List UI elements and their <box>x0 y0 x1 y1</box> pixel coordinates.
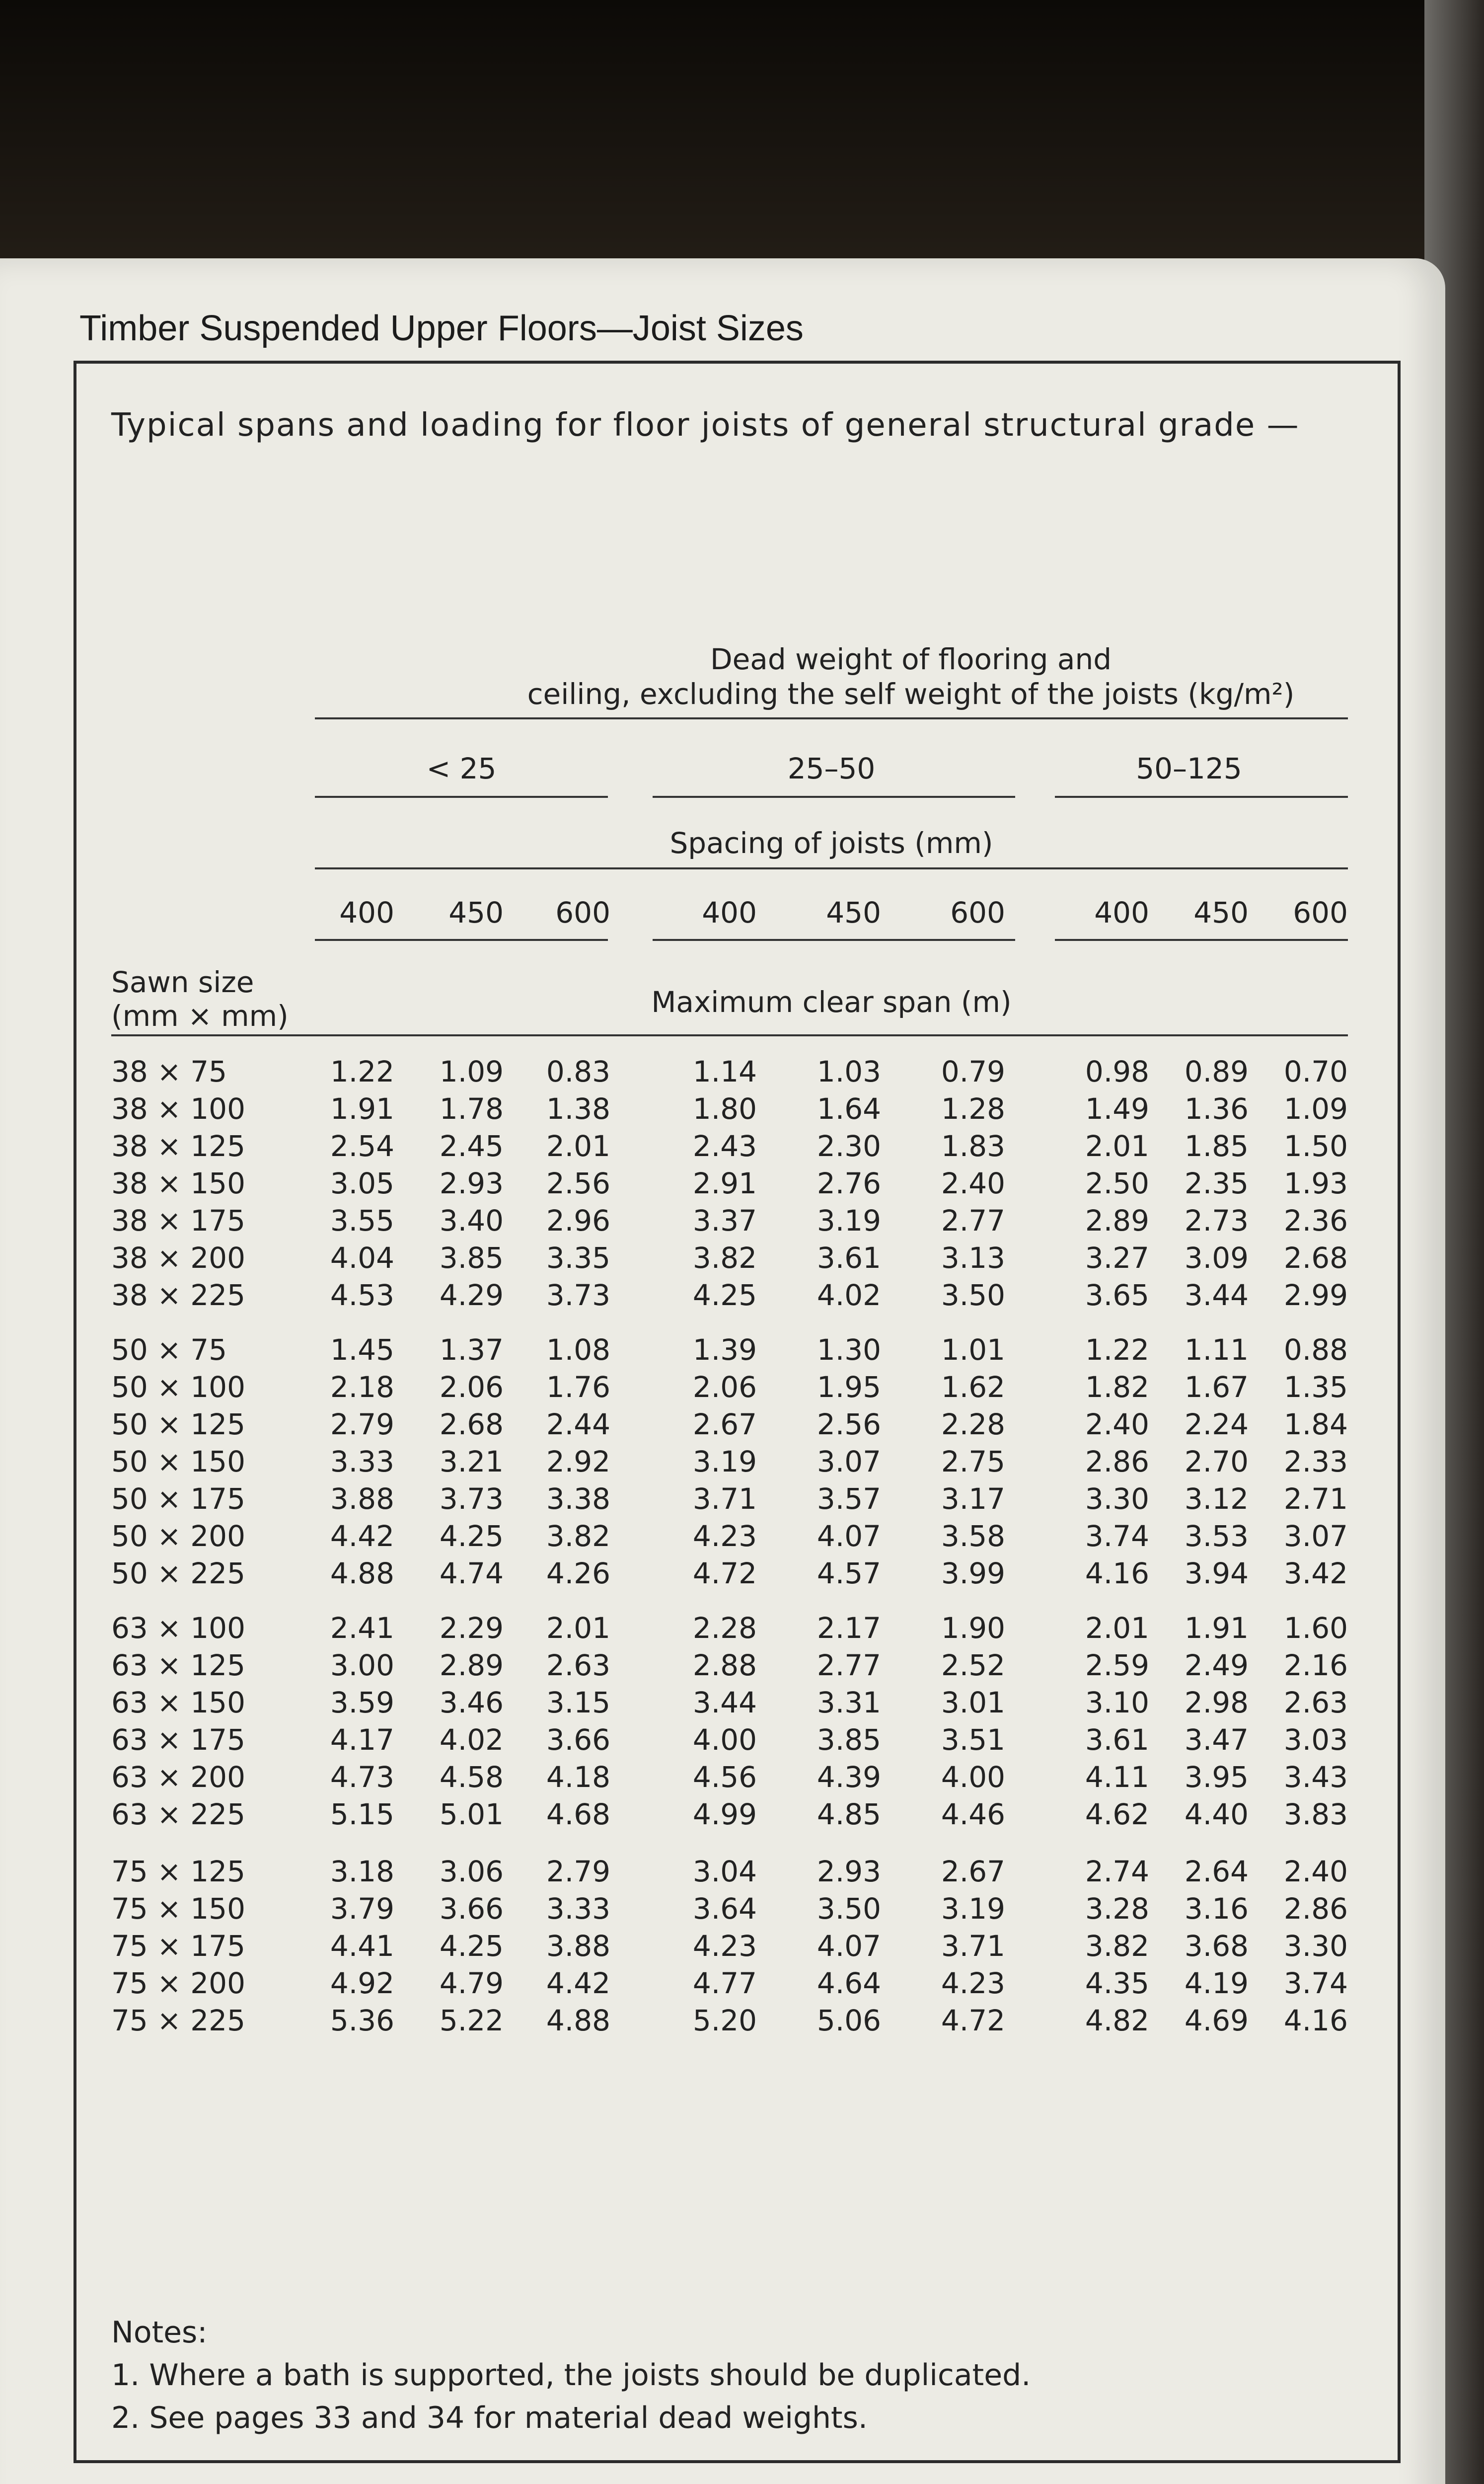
sawn-size-cell: 50 × 225 <box>111 1556 245 1590</box>
span-value-cell: 2.75 <box>941 1445 1005 1478</box>
span-value-cell: 3.73 <box>546 1278 610 1312</box>
spacing-value: 600 <box>1293 896 1348 930</box>
span-value-cell: 3.38 <box>546 1482 610 1516</box>
span-value-cell: 4.25 <box>439 1929 504 1963</box>
span-value-cell: 2.01 <box>1085 1611 1149 1645</box>
weight-group-3: 50–125 <box>1136 752 1242 785</box>
span-value-cell: 3.94 <box>1184 1556 1249 1590</box>
span-value-cell: 4.11 <box>1085 1760 1149 1794</box>
header-rule-3 <box>111 1034 1348 1036</box>
span-value-cell: 4.19 <box>1184 1966 1249 2000</box>
span-value-cell: 3.66 <box>546 1723 610 1757</box>
span-value-cell: 5.36 <box>330 2004 394 2037</box>
span-value-cell: 3.82 <box>692 1241 757 1275</box>
spacing-value: 400 <box>339 896 394 930</box>
span-value-cell: 3.66 <box>439 1892 504 1926</box>
span-value-cell: 1.14 <box>692 1055 757 1088</box>
span-value-cell: 4.73 <box>330 1760 394 1794</box>
sawn-size-cell: 38 × 125 <box>111 1129 245 1163</box>
dead-weight-header-line1: Dead weight of flooring and <box>710 642 1112 676</box>
span-value-cell: 3.71 <box>941 1929 1005 1963</box>
sawn-size-cell: 63 × 200 <box>111 1760 245 1794</box>
span-value-cell: 3.27 <box>1085 1241 1149 1275</box>
span-value-cell: 4.02 <box>816 1278 881 1312</box>
span-value-cell: 1.90 <box>941 1611 1005 1645</box>
span-value-cell: 3.01 <box>941 1686 1005 1719</box>
span-value-cell: 3.71 <box>692 1482 757 1516</box>
sawn-size-cell: 63 × 150 <box>111 1686 245 1719</box>
span-value-cell: 1.67 <box>1184 1370 1249 1404</box>
span-value-cell: 4.88 <box>330 1556 394 1590</box>
span-value-cell: 3.64 <box>692 1892 757 1926</box>
group-rule-3 <box>1055 796 1348 798</box>
span-value-cell: 3.15 <box>546 1686 610 1719</box>
span-value-cell: 5.20 <box>692 2004 757 2037</box>
spacing-value: 600 <box>555 896 610 930</box>
span-value-cell: 1.91 <box>330 1092 394 1126</box>
span-value-cell: 3.31 <box>816 1686 881 1719</box>
span-value-cell: 3.82 <box>1085 1929 1149 1963</box>
span-value-cell: 3.51 <box>941 1723 1005 1757</box>
header-rule-1 <box>315 717 1348 719</box>
span-value-cell: 3.68 <box>1184 1929 1249 1963</box>
span-value-cell: 2.33 <box>1283 1445 1348 1478</box>
span-value-cell: 3.00 <box>330 1648 394 1682</box>
span-value-cell: 4.25 <box>439 1519 504 1553</box>
span-value-cell: 3.61 <box>1085 1723 1149 1757</box>
span-value-cell: 1.01 <box>941 1333 1005 1367</box>
weight-group-1: < 25 <box>426 752 497 785</box>
span-value-cell: 1.93 <box>1283 1166 1348 1200</box>
span-value-cell: 2.28 <box>941 1407 1005 1441</box>
spacing-value: 450 <box>448 896 504 930</box>
span-value-cell: 4.74 <box>439 1556 504 1590</box>
group-rule-1 <box>315 796 608 798</box>
span-value-cell: 4.39 <box>816 1760 881 1794</box>
span-value-cell: 4.23 <box>692 1519 757 1553</box>
span-value-cell: 0.88 <box>1283 1333 1348 1367</box>
span-value-cell: 2.86 <box>1283 1892 1348 1926</box>
note-2: 2. See pages 33 and 34 for material dead weights. <box>111 2401 868 2435</box>
span-value-cell: 2.44 <box>546 1407 610 1441</box>
span-value-cell: 4.04 <box>330 1241 394 1275</box>
span-value-cell: 4.16 <box>1085 1556 1149 1590</box>
sawn-size-cell: 38 × 175 <box>111 1204 245 1238</box>
sawn-size-cell: 50 × 200 <box>111 1519 245 1553</box>
span-value-cell: 4.23 <box>941 1966 1005 2000</box>
span-value-cell: 1.28 <box>941 1092 1005 1126</box>
span-value-cell: 4.46 <box>941 1797 1005 1831</box>
span-value-cell: 4.26 <box>546 1556 610 1590</box>
span-value-cell: 4.02 <box>439 1723 504 1757</box>
span-value-cell: 3.88 <box>330 1482 394 1516</box>
span-value-cell: 3.19 <box>941 1892 1005 1926</box>
span-value-cell: 2.76 <box>816 1166 881 1200</box>
intro-text: Typical spans and loading for floor joists of general structural grade — <box>111 407 1300 444</box>
span-value-cell: 3.99 <box>941 1556 1005 1590</box>
spacing-rule-3 <box>1055 939 1348 941</box>
span-value-cell: 2.18 <box>330 1370 394 1404</box>
span-value-cell: 4.85 <box>816 1797 881 1831</box>
span-value-cell: 3.05 <box>330 1166 394 1200</box>
span-value-cell: 1.50 <box>1283 1129 1348 1163</box>
span-value-cell: 4.64 <box>816 1966 881 2000</box>
span-header: Maximum clear span (m) <box>651 985 1012 1019</box>
span-value-cell: 1.45 <box>330 1333 394 1367</box>
span-value-cell: 3.07 <box>816 1445 881 1478</box>
span-value-cell: 2.86 <box>1085 1445 1149 1478</box>
span-value-cell: 4.57 <box>816 1556 881 1590</box>
photo-background-top <box>0 0 1484 278</box>
span-value-cell: 2.77 <box>941 1204 1005 1238</box>
span-value-cell: 4.41 <box>330 1929 394 1963</box>
sawn-size-cell: 63 × 175 <box>111 1723 245 1757</box>
span-value-cell: 2.06 <box>439 1370 504 1404</box>
span-value-cell: 2.40 <box>941 1166 1005 1200</box>
span-value-cell: 3.95 <box>1184 1760 1249 1794</box>
span-value-cell: 1.08 <box>546 1333 610 1367</box>
weight-group-2: 25–50 <box>787 752 876 785</box>
span-value-cell: 1.49 <box>1085 1092 1149 1126</box>
span-value-cell: 2.16 <box>1283 1648 1348 1682</box>
span-value-cell: 2.28 <box>692 1611 757 1645</box>
span-value-cell: 2.17 <box>816 1611 881 1645</box>
span-value-cell: 1.80 <box>692 1092 757 1126</box>
span-value-cell: 4.16 <box>1283 2004 1348 2037</box>
sawn-size-cell: 38 × 75 <box>111 1055 227 1088</box>
span-value-cell: 2.06 <box>692 1370 757 1404</box>
span-value-cell: 4.53 <box>330 1278 394 1312</box>
span-value-cell: 1.95 <box>816 1370 881 1404</box>
span-value-cell: 2.71 <box>1283 1482 1348 1516</box>
span-value-cell: 5.06 <box>816 2004 881 2037</box>
span-value-cell: 3.21 <box>439 1445 504 1478</box>
sawn-size-cell: 50 × 100 <box>111 1370 245 1404</box>
span-value-cell: 1.60 <box>1283 1611 1348 1645</box>
span-value-cell: 3.53 <box>1184 1519 1249 1553</box>
sawn-size-cell: 75 × 225 <box>111 2004 245 2037</box>
sawn-size-cell: 63 × 125 <box>111 1648 245 1682</box>
span-value-cell: 1.91 <box>1184 1611 1249 1645</box>
span-value-cell: 1.11 <box>1184 1333 1249 1367</box>
span-value-cell: 2.88 <box>692 1648 757 1682</box>
span-value-cell: 3.74 <box>1283 1966 1348 2000</box>
sawn-size-cell: 75 × 175 <box>111 1929 245 1963</box>
span-value-cell: 4.62 <box>1085 1797 1149 1831</box>
span-value-cell: 3.35 <box>546 1241 610 1275</box>
dead-weight-header-line2: ceiling, excluding the self weight of the joists (kg/m²) <box>527 677 1295 711</box>
span-value-cell: 1.22 <box>1085 1333 1149 1367</box>
span-value-cell: 2.59 <box>1085 1648 1149 1682</box>
span-value-cell: 3.57 <box>816 1482 881 1516</box>
span-value-cell: 3.85 <box>439 1241 504 1275</box>
span-value-cell: 2.52 <box>941 1648 1005 1682</box>
span-value-cell: 3.47 <box>1184 1723 1249 1757</box>
span-value-cell: 4.79 <box>439 1966 504 2000</box>
span-value-cell: 4.69 <box>1184 2004 1249 2037</box>
span-value-cell: 3.28 <box>1085 1892 1149 1926</box>
span-value-cell: 1.30 <box>816 1333 881 1367</box>
span-value-cell: 2.68 <box>1283 1241 1348 1275</box>
spacing-value: 400 <box>1094 896 1149 930</box>
sawn-size-cell: 50 × 125 <box>111 1407 245 1441</box>
notes-title: Notes: <box>111 2315 208 2350</box>
sawn-size-cell: 38 × 100 <box>111 1092 245 1126</box>
span-value-cell: 1.09 <box>1283 1092 1348 1126</box>
span-value-cell: 3.50 <box>941 1278 1005 1312</box>
span-value-cell: 2.89 <box>439 1648 504 1682</box>
span-value-cell: 3.10 <box>1085 1686 1149 1719</box>
span-value-cell: 3.43 <box>1283 1760 1348 1794</box>
span-value-cell: 5.15 <box>330 1797 394 1831</box>
span-value-cell: 3.85 <box>816 1723 881 1757</box>
span-value-cell: 3.40 <box>439 1204 504 1238</box>
span-value-cell: 2.63 <box>546 1648 610 1682</box>
span-value-cell: 1.37 <box>439 1333 504 1367</box>
sawn-size-cell: 38 × 150 <box>111 1166 245 1200</box>
sawn-size-cell: 75 × 125 <box>111 1855 245 1888</box>
span-value-cell: 2.67 <box>692 1407 757 1441</box>
span-value-cell: 4.23 <box>692 1929 757 1963</box>
span-value-cell: 0.83 <box>546 1055 610 1088</box>
span-value-cell: 2.98 <box>1184 1686 1249 1719</box>
span-value-cell: 3.37 <box>692 1204 757 1238</box>
span-value-cell: 3.50 <box>816 1892 881 1926</box>
sawn-size-cell: 50 × 150 <box>111 1445 245 1478</box>
sawn-size-cell: 38 × 225 <box>111 1278 245 1312</box>
spacing-rule-1 <box>315 939 608 941</box>
span-value-cell: 1.85 <box>1184 1129 1249 1163</box>
span-value-cell: 4.17 <box>330 1723 394 1757</box>
span-value-cell: 2.50 <box>1085 1166 1149 1200</box>
span-value-cell: 3.82 <box>546 1519 610 1553</box>
span-value-cell: 1.36 <box>1184 1092 1249 1126</box>
span-value-cell: 2.73 <box>1184 1204 1249 1238</box>
span-value-cell: 2.63 <box>1283 1686 1348 1719</box>
span-value-cell: 1.64 <box>816 1092 881 1126</box>
span-value-cell: 0.89 <box>1184 1055 1249 1088</box>
span-value-cell: 2.79 <box>546 1855 610 1888</box>
span-value-cell: 3.30 <box>1085 1482 1149 1516</box>
span-value-cell: 2.45 <box>439 1129 504 1163</box>
span-value-cell: 4.18 <box>546 1760 610 1794</box>
span-value-cell: 0.79 <box>941 1055 1005 1088</box>
span-value-cell: 4.42 <box>546 1966 610 2000</box>
span-value-cell: 2.67 <box>941 1855 1005 1888</box>
span-value-cell: 4.35 <box>1085 1966 1149 2000</box>
span-value-cell: 3.16 <box>1184 1892 1249 1926</box>
note-1: 1. Where a bath is supported, the joists should be duplicated. <box>111 2358 1031 2393</box>
span-value-cell: 3.44 <box>692 1686 757 1719</box>
span-value-cell: 3.65 <box>1085 1278 1149 1312</box>
span-value-cell: 3.33 <box>330 1445 394 1478</box>
span-value-cell: 1.35 <box>1283 1370 1348 1404</box>
span-value-cell: 3.42 <box>1283 1556 1348 1590</box>
span-value-cell: 1.84 <box>1283 1407 1348 1441</box>
span-value-cell: 3.46 <box>439 1686 504 1719</box>
span-value-cell: 2.92 <box>546 1445 610 1478</box>
span-value-cell: 4.72 <box>941 2004 1005 2037</box>
notes <box>111 2311 1353 2439</box>
sawn-size-cell: 63 × 225 <box>111 1797 245 1831</box>
span-value-cell: 2.36 <box>1283 1204 1348 1238</box>
span-value-cell: 2.35 <box>1184 1166 1249 1200</box>
spacing-value: 450 <box>826 896 881 930</box>
span-value-cell: 5.22 <box>439 2004 504 2037</box>
span-value-cell: 4.40 <box>1184 1797 1249 1831</box>
span-value-cell: 2.77 <box>816 1648 881 1682</box>
header-rule-2 <box>315 867 1348 869</box>
span-value-cell: 1.82 <box>1085 1370 1149 1404</box>
content-frame <box>74 361 1401 2463</box>
span-value-cell: 2.93 <box>816 1855 881 1888</box>
span-value-cell: 4.07 <box>816 1929 881 1963</box>
sawn-size-cell: 38 × 200 <box>111 1241 245 1275</box>
span-value-cell: 3.07 <box>1283 1519 1348 1553</box>
span-value-cell: 4.72 <box>692 1556 757 1590</box>
span-value-cell: 2.56 <box>816 1407 881 1441</box>
sawn-size-cell: 75 × 150 <box>111 1892 245 1926</box>
span-value-cell: 2.41 <box>330 1611 394 1645</box>
span-value-cell: 4.00 <box>941 1760 1005 1794</box>
book-page <box>0 258 1445 2484</box>
span-value-cell: 2.49 <box>1184 1648 1249 1682</box>
group-rule-2 <box>653 796 1015 798</box>
span-value-cell: 2.40 <box>1283 1855 1348 1888</box>
span-value-cell: 2.79 <box>330 1407 394 1441</box>
span-value-cell: 3.59 <box>330 1686 394 1719</box>
span-value-cell: 2.74 <box>1085 1855 1149 1888</box>
span-value-cell: 2.96 <box>546 1204 610 1238</box>
sawn-size-cell: 50 × 75 <box>111 1333 227 1367</box>
span-value-cell: 2.68 <box>439 1407 504 1441</box>
span-value-cell: 1.03 <box>816 1055 881 1088</box>
span-value-cell: 1.22 <box>330 1055 394 1088</box>
span-value-cell: 2.56 <box>546 1166 610 1200</box>
span-value-cell: 1.09 <box>439 1055 504 1088</box>
span-value-cell: 3.55 <box>330 1204 394 1238</box>
span-value-cell: 4.00 <box>692 1723 757 1757</box>
span-value-cell: 2.99 <box>1283 1278 1348 1312</box>
span-value-cell: 4.56 <box>692 1760 757 1794</box>
spacing-value: 600 <box>950 896 1005 930</box>
span-value-cell: 2.24 <box>1184 1407 1249 1441</box>
span-value-cell: 4.99 <box>692 1797 757 1831</box>
span-value-cell: 2.01 <box>546 1129 610 1163</box>
span-value-cell: 4.92 <box>330 1966 394 2000</box>
span-value-cell: 2.29 <box>439 1611 504 1645</box>
sawn-size-label-line2: (mm × mm) <box>111 999 289 1033</box>
span-value-cell: 4.29 <box>439 1278 504 1312</box>
span-value-cell: 5.01 <box>439 1797 504 1831</box>
span-value-cell: 3.79 <box>330 1892 394 1926</box>
sawn-size-cell: 50 × 175 <box>111 1482 245 1516</box>
span-value-cell: 3.12 <box>1184 1482 1249 1516</box>
span-value-cell: 4.25 <box>692 1278 757 1312</box>
span-value-cell: 1.62 <box>941 1370 1005 1404</box>
sawn-size-cell: 63 × 100 <box>111 1611 245 1645</box>
span-value-cell: 2.40 <box>1085 1407 1149 1441</box>
span-value-cell: 2.54 <box>330 1129 394 1163</box>
span-value-cell: 2.91 <box>692 1166 757 1200</box>
span-value-cell: 3.03 <box>1283 1723 1348 1757</box>
span-value-cell: 2.01 <box>1085 1129 1149 1163</box>
span-value-cell: 3.04 <box>692 1855 757 1888</box>
span-value-cell: 3.18 <box>330 1855 394 1888</box>
span-value-cell: 3.88 <box>546 1929 610 1963</box>
span-value-cell: 4.07 <box>816 1519 881 1553</box>
span-value-cell: 3.44 <box>1184 1278 1249 1312</box>
spacing-value: 450 <box>1193 896 1249 930</box>
span-value-cell: 2.30 <box>816 1129 881 1163</box>
spacing-value: 400 <box>702 896 757 930</box>
span-value-cell: 0.98 <box>1085 1055 1149 1088</box>
span-value-cell: 3.19 <box>692 1445 757 1478</box>
span-value-cell: 2.01 <box>546 1611 610 1645</box>
span-value-cell: 2.70 <box>1184 1445 1249 1478</box>
span-value-cell: 4.58 <box>439 1760 504 1794</box>
sawn-size-cell: 75 × 200 <box>111 1966 245 2000</box>
span-value-cell: 4.82 <box>1085 2004 1149 2037</box>
span-value-cell: 3.30 <box>1283 1929 1348 1963</box>
span-value-cell: 2.93 <box>439 1166 504 1200</box>
page-title: Timber Suspended Upper Floors—Joist Sizes <box>79 309 804 348</box>
span-value-cell: 1.78 <box>439 1092 504 1126</box>
span-value-cell: 2.89 <box>1085 1204 1149 1238</box>
span-value-cell: 3.19 <box>816 1204 881 1238</box>
span-value-cell: 3.33 <box>546 1892 610 1926</box>
spacing-rule-2 <box>653 939 1015 941</box>
span-value-cell: 1.38 <box>546 1092 610 1126</box>
span-value-cell: 3.73 <box>439 1482 504 1516</box>
span-value-cell: 3.61 <box>816 1241 881 1275</box>
span-value-cell: 3.13 <box>941 1241 1005 1275</box>
span-value-cell: 1.76 <box>546 1370 610 1404</box>
span-value-cell: 0.70 <box>1283 1055 1348 1088</box>
span-value-cell: 1.39 <box>692 1333 757 1367</box>
span-value-cell: 4.42 <box>330 1519 394 1553</box>
span-value-cell: 3.74 <box>1085 1519 1149 1553</box>
span-value-cell: 3.83 <box>1283 1797 1348 1831</box>
span-value-cell: 2.43 <box>692 1129 757 1163</box>
span-value-cell: 1.83 <box>941 1129 1005 1163</box>
span-value-cell: 4.77 <box>692 1966 757 2000</box>
span-value-cell: 3.06 <box>439 1855 504 1888</box>
span-value-cell: 3.17 <box>941 1482 1005 1516</box>
span-value-cell: 3.09 <box>1184 1241 1249 1275</box>
span-value-cell: 4.88 <box>546 2004 610 2037</box>
span-value-cell: 4.68 <box>546 1797 610 1831</box>
span-value-cell: 3.58 <box>941 1519 1005 1553</box>
sawn-size-label-line1: Sawn size <box>111 965 254 999</box>
spacing-header: Spacing of joists (mm) <box>669 826 993 860</box>
span-value-cell: 2.64 <box>1184 1855 1249 1888</box>
